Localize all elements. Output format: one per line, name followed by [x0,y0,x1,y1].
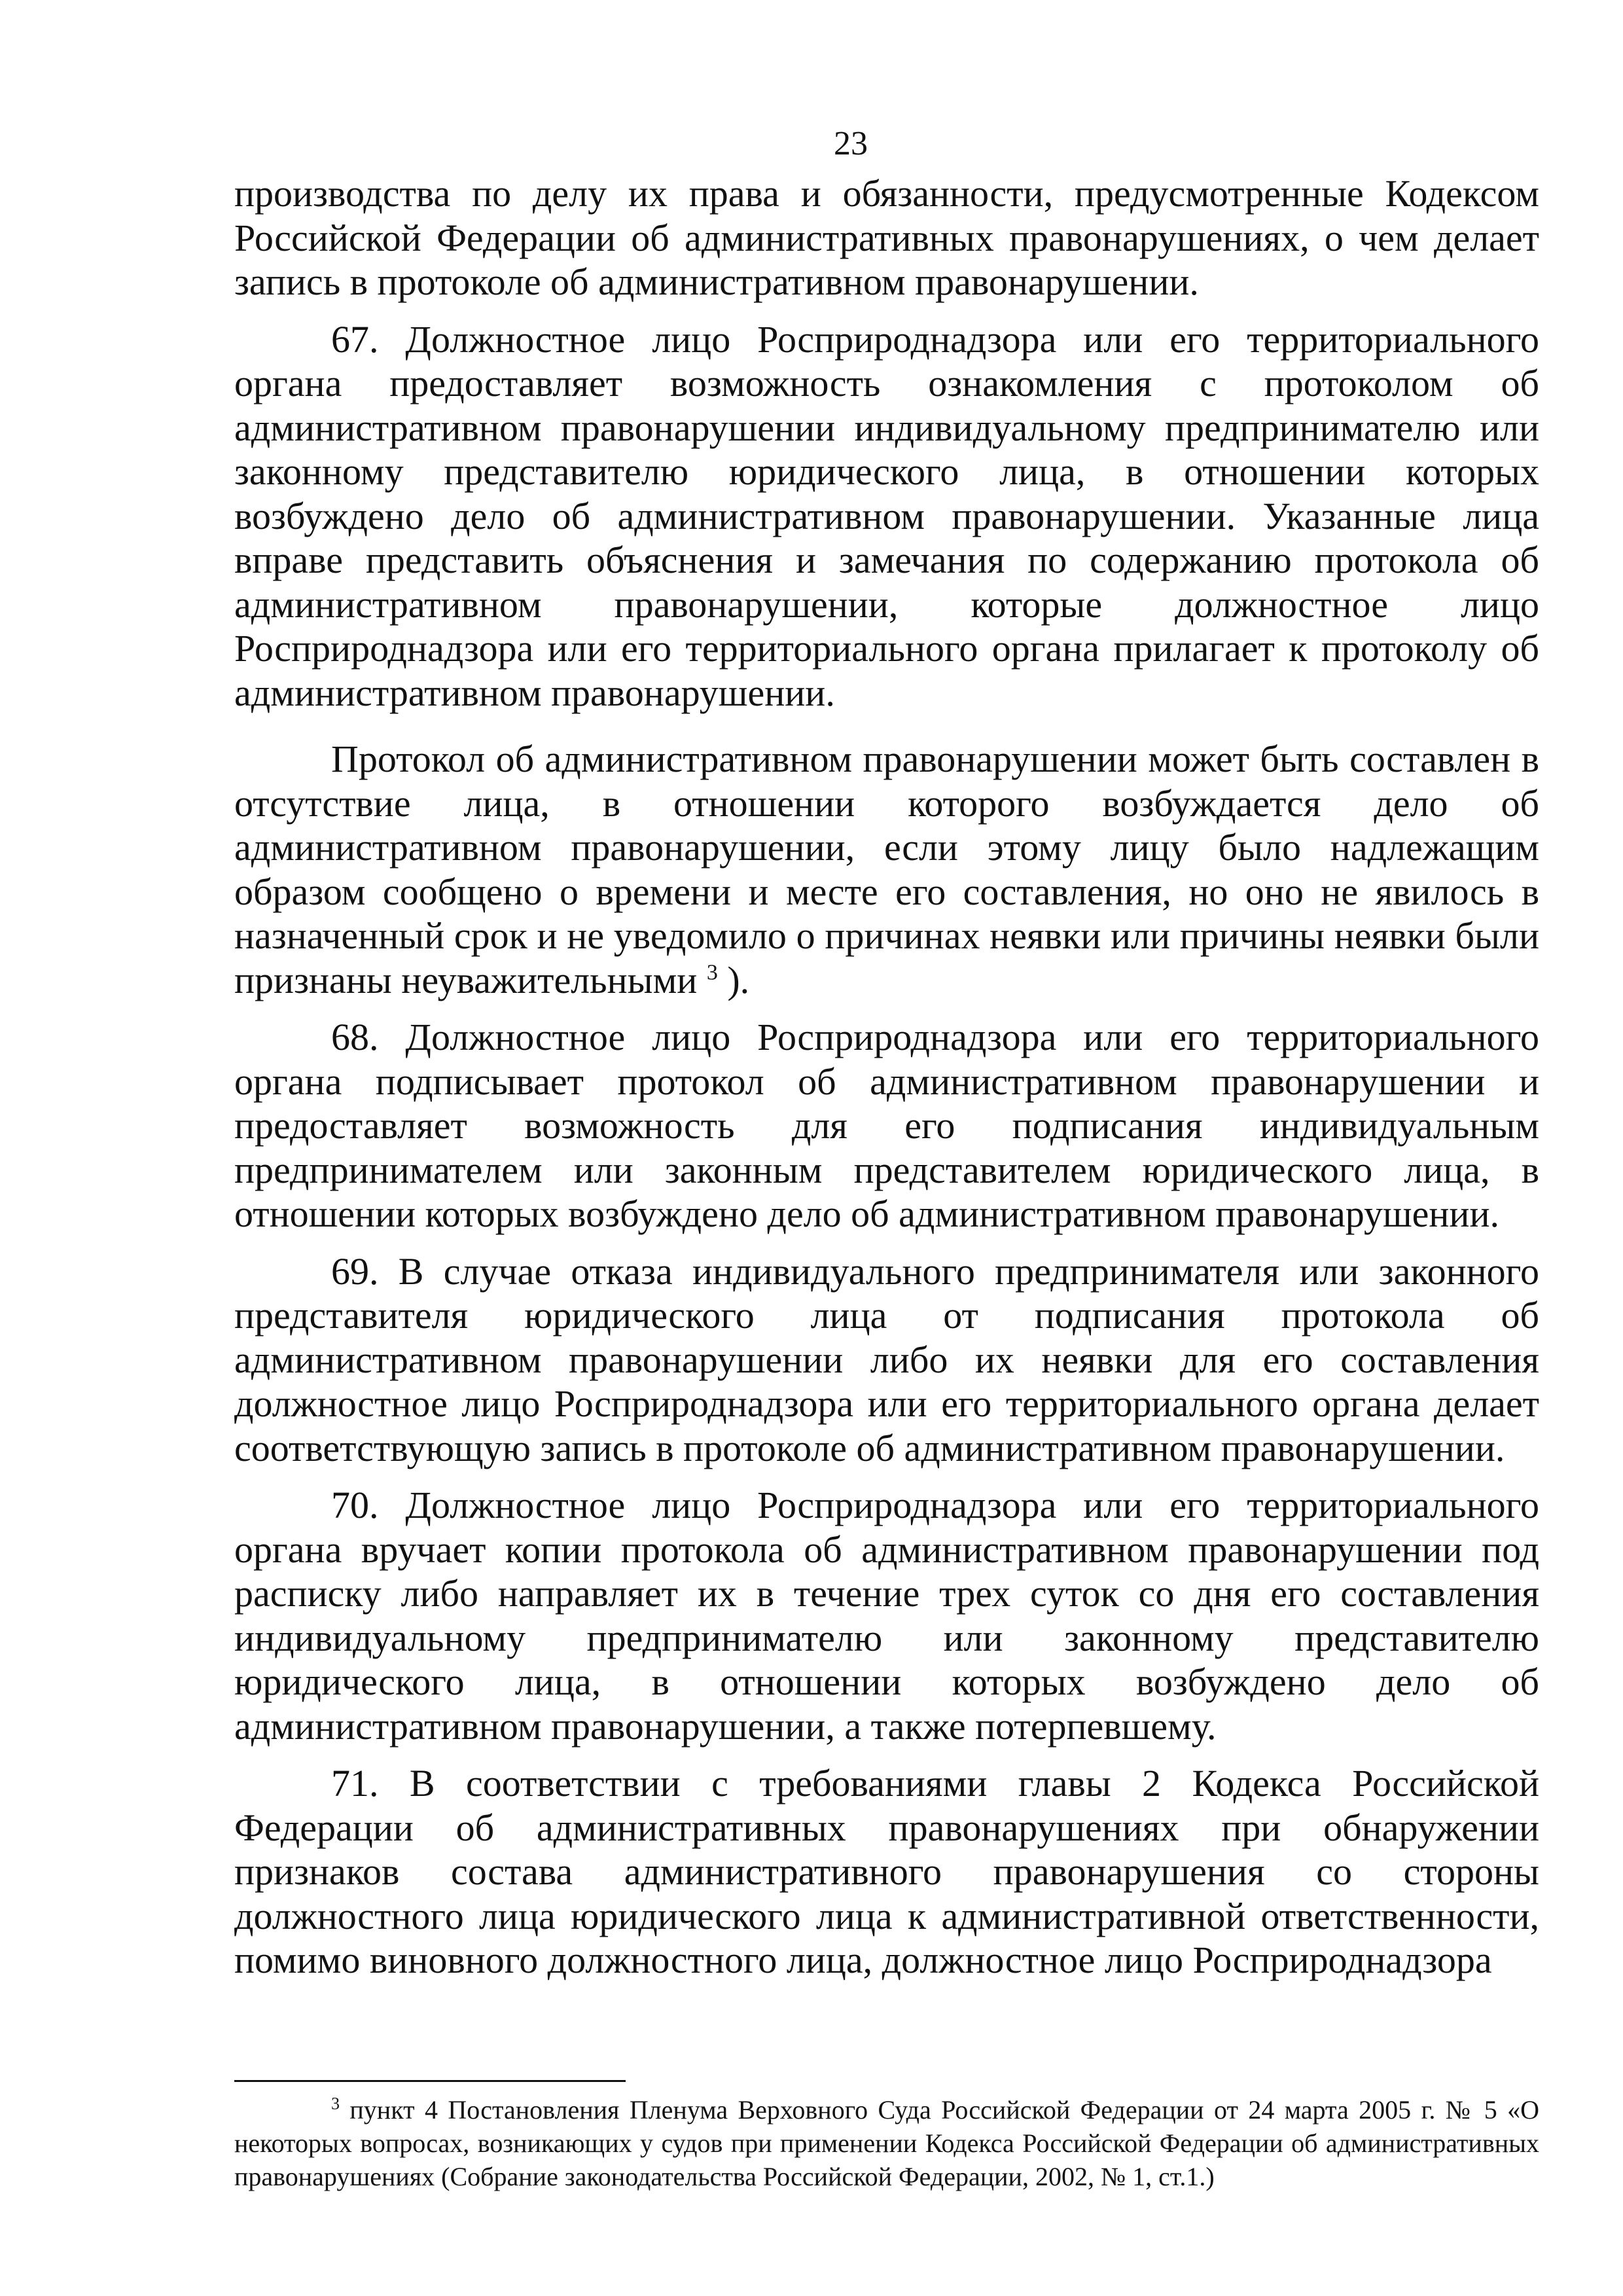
paragraph-69: 69. В случае отказа индивидуального предпринимателя или законного представителя юридического лица от подписания протокола об административном правонарушении либо их неявки для его составления должностное лицо Росприроднадзора или его территориального органа делает соответствующую запись в протоколе об административном правонарушении. [234,1249,1539,1469]
paragraph-protocol-absence-text: Протокол об административном правонарушении может быть составлен в отсутствие лица, в отношении которого возбуждается дело об административном правонарушении, если этому лицу было надлежащим образом сообщено о времени и месте его составления, но оно не явилось в назначенный срок и не уведомило о причинах неявки или причины неявки были признаны неуважительными [234,738,1539,1001]
footnote-marker: 3 [331,2094,340,2113]
page-number: 23 [834,125,868,162]
paragraph-70: 70. Должностное лицо Росприроднадзора или его территориального органа вручает копии протокола об административном правонарушении под расписку либо направляет их в течение трех суток со дня его составления индивидуальному предпринимателю или законному представителю юридического лица, в отношении которых возбуждено дело об административном правонарушении, а также потерпевшему. [234,1484,1539,1748]
document-body [234,171,1539,1982]
footnote-text: пункт 4 Постановления Пленума Верховного Суда Российской Федерации от 24 марта 2005 г. № 5 «О некоторых вопросах, возникающих у судов при применении Кодекса Российской Федерации об административных правонарушениях (Собрание законодательства Российской Федерации, 2002, № 1, ст.1.) [234,2095,1539,2191]
footnote-divider [234,2080,626,2082]
paragraph-68: 68. Должностное лицо Росприроднадзора или его территориального органа подписывает протокол об административном правонарушении и предоставляет возможность для его подписания индивидуальным предпринимателем или законным представителем юридического лица, в отношении которых возбуждено дело об административном правонарушении. [234,1016,1539,1235]
paragraph-67: 67. Должностное лицо Росприроднадзора или его территориального органа предоставляет возможность ознакомления с протоколом об административном правонарушении индивидуальному предпринимателю или законному представителю юридического лица, в отношении которых возбуждено дело об административном правонарушении. Указанные лица вправе представить объяснения и замечания по содержанию протокола об административном правонарушении, которые должностное лицо Росприроднадзора или его территориального органа прилагает к протоколу об административном правонарушении. [234,317,1539,714]
paragraph-continuation: производства по делу их права и обязанности, предусмотренные Кодексом Российской Федерации об административных правонарушениях, о чем делает запись в протоколе об административном правонарушении. [234,172,1539,303]
footnote-reference[interactable]: 3 [706,960,718,985]
footnote [234,2093,1539,2193]
paragraph-protocol-absence [234,737,1539,1002]
paragraph-71: 71. В соответствии с требованиями главы 2 Кодекса Российской Федерации об административных правонарушениях при обнаружении признаков состава административного правонарушения со стороны должностного лица юридического лица к административной ответственности, помимо виновного должностного лица, должностное лицо Росприроднадзора [234,1762,1539,1981]
footnote-reference-closing: ). [717,958,750,1001]
